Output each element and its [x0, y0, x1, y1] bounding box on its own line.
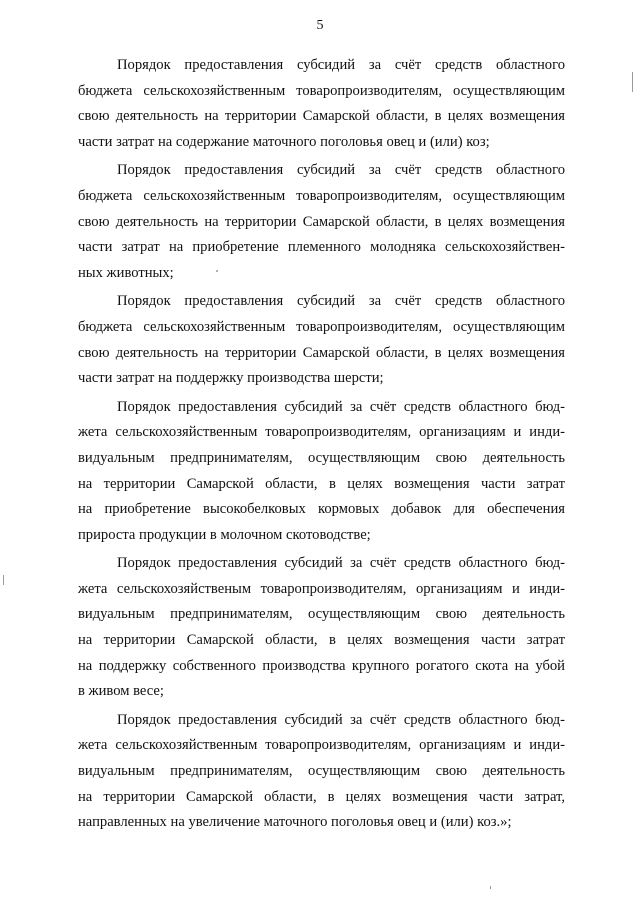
scan-artifact	[216, 270, 218, 272]
paragraph-3	[78, 289, 565, 391]
paragraph-line: видуальным предпринимателям, осуществляющим свою деятельность	[78, 449, 565, 466]
paragraph-1	[78, 53, 565, 155]
paragraph-line: прироста продукции в молочном скотоводстве;	[78, 526, 371, 543]
paragraph-line: бюджета сельскохозяйственным товаропроизводителям, осуществляющим	[78, 82, 565, 99]
paragraph-2	[78, 158, 565, 286]
paragraph-line: Порядок предоставления субсидий за счёт средств областного бюд-	[117, 398, 565, 415]
paragraph-line: видуальным предпринимателям, осуществляющим свою деятельность	[78, 606, 565, 623]
paragraph-line: на поддержку собственного производства крупного рогатого скота на убой	[78, 657, 565, 674]
paragraph-line: на территории Самарской области, в целях возмещения части затрат,	[78, 788, 565, 805]
scan-artifact	[3, 575, 4, 585]
paragraph-line: в живом весе;	[78, 683, 164, 700]
paragraph-5	[78, 551, 565, 705]
paragraph-line: ных животных;	[78, 264, 174, 281]
paragraph-line: части затрат на содержание маточного поголовья овец и (или) коз;	[78, 133, 490, 150]
paragraph-line: жета сельскохозяйственным товаропроизводителям, организациям и инди-	[78, 737, 565, 754]
paragraph-line: Порядок предоставления субсидий за счёт средств областного	[117, 57, 565, 73]
paragraph-line: Порядок предоставления субсидий за счёт средств областного	[117, 293, 565, 310]
paragraph-line: части затрат на приобретение племенного молодняка сельскохозяйствен-	[78, 239, 565, 256]
scan-artifact	[632, 72, 633, 92]
paragraph-line: бюджета сельскохозяйственным товаропроизводителям, осуществляющим	[78, 187, 565, 204]
paragraph-line: жета сельскохозяйственным товаропроизводителям, организациям и инди-	[78, 424, 565, 441]
paragraph-line: жета сельскохозяйственым товаропроизводителям, организациям и инди-	[78, 580, 565, 597]
paragraph-line: бюджета сельскохозяйственным товаропроизводителям, осуществляющим	[78, 318, 565, 335]
paragraph-line: части затрат на поддержку производства шерсти;	[78, 370, 384, 387]
paragraph-line: на приобретение высокобелковых кормовых добавок для обеспечения	[78, 501, 565, 518]
paragraph-line: Порядок предоставления субсидий за счёт средств областного бюд-	[117, 711, 565, 728]
paragraph-6	[78, 708, 565, 836]
paragraph-line: свою деятельность на территории Самарской области, в целях возмещения	[78, 108, 565, 125]
paragraph-line: Порядок предоставления субсидий за счёт средств областного бюд-	[117, 555, 565, 572]
paragraph-line: свою деятельность на территории Самарской области, в целях возмещения	[78, 213, 565, 230]
paragraph-line: свою деятельность на территории Самарской области, в целях возмещения	[78, 344, 565, 361]
paragraph-line: видуальным предпринимателям, осуществляющим свою деятельность	[78, 763, 565, 780]
paragraph-line: на территории Самарской области, в целях возмещения части затрат	[78, 475, 565, 492]
paragraph-line: Порядок предоставления субсидий за счёт средств областного	[117, 162, 565, 179]
scan-artifact	[490, 886, 491, 889]
paragraph-line: направленных на увеличение маточного поголовья овец и (или) коз.»;	[78, 814, 512, 831]
paragraph-4	[78, 395, 565, 549]
page-number: 5	[316, 18, 324, 33]
document-body	[78, 53, 565, 836]
paragraph-line: на территории Самарской области, в целях возмещения части затрат	[78, 632, 565, 649]
